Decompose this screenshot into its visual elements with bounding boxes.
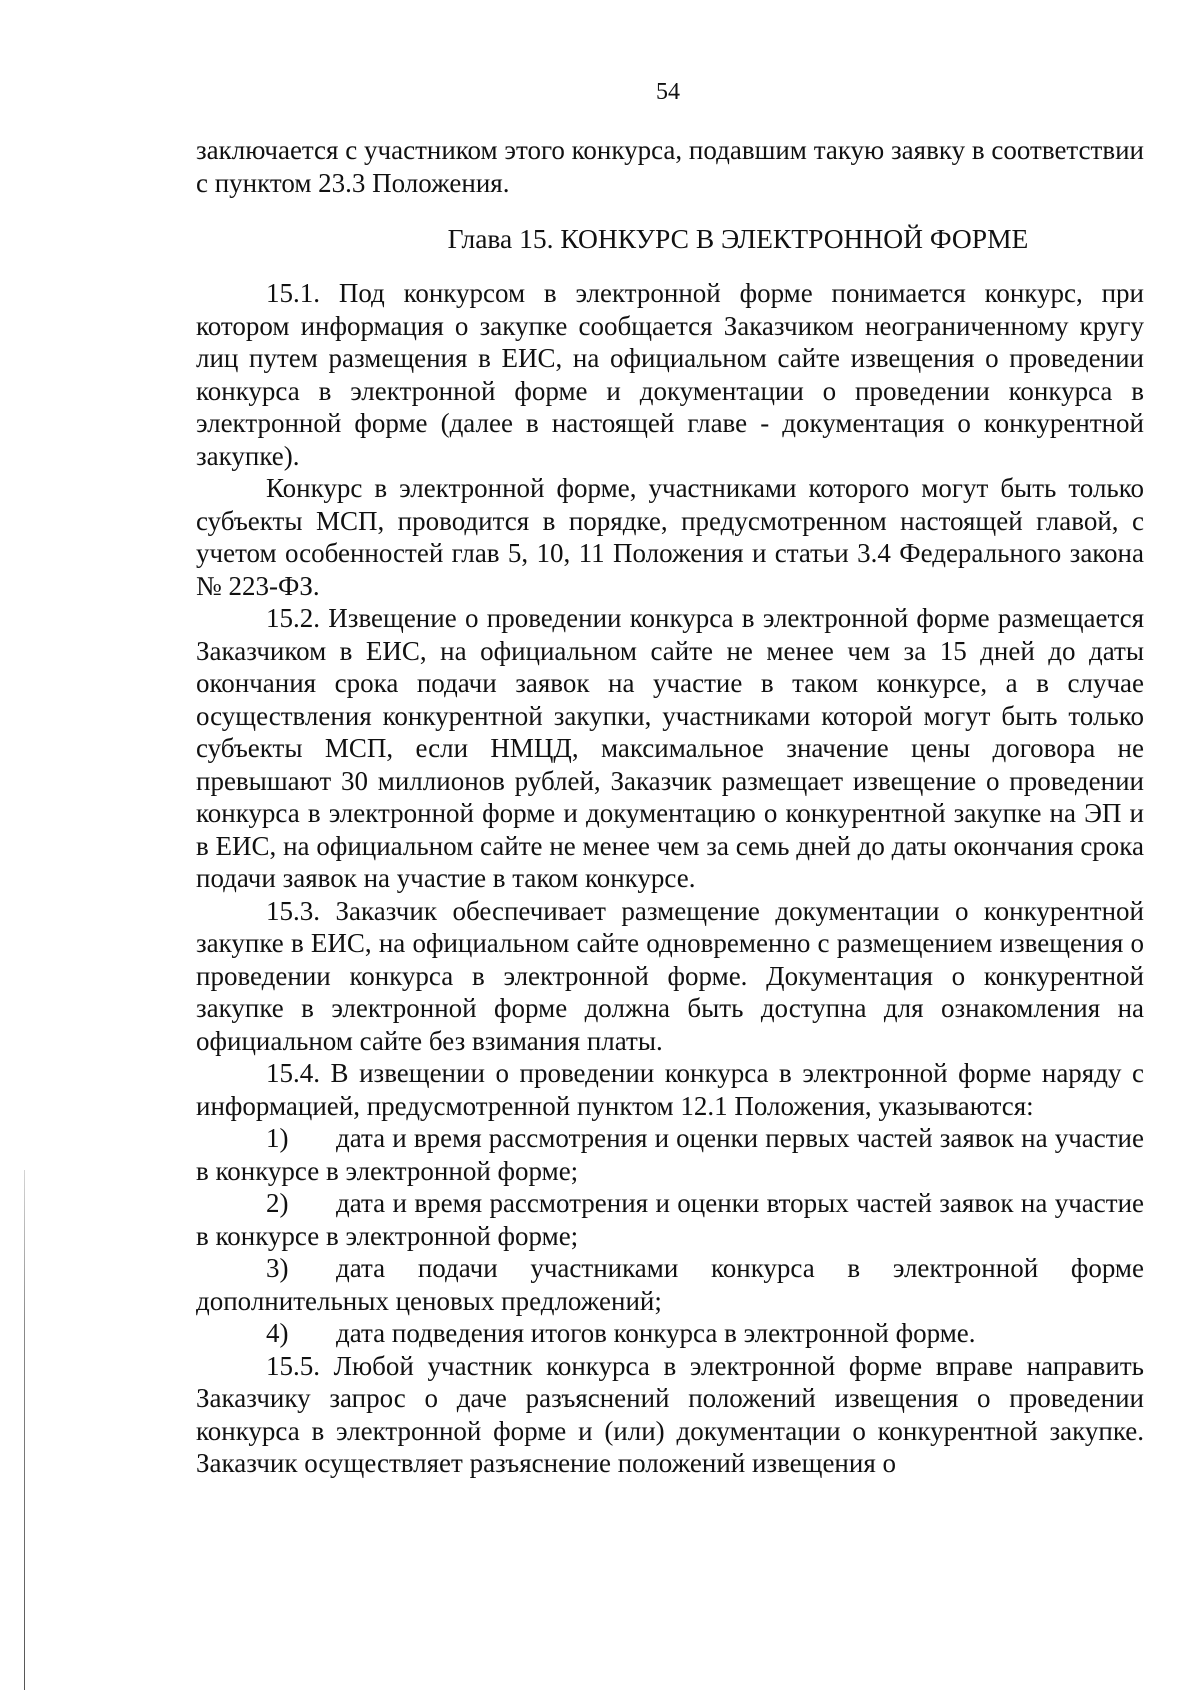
list-item-number: 1): [266, 1123, 289, 1153]
document-body: [196, 134, 1144, 1480]
paragraph-15-2: 15.2. Извещение о проведении конкурса в электронной форме размещается Заказчиком в ЕИС, на официальном сайте не менее чем за 15 дней до даты окончания срока подачи заявок на участие в таком конкурсе, а в случае осуществления конкурентной закупки, участниками которой могут быть только субъекты МСП, если НМЦД, максимальное значение цены договора не превышают 30 миллионов рублей, Заказчик размещает извещение о проведении конкурса в электронной форме и документацию о конкурентной закупке на ЭП и в ЕИС, на официальном сайте не менее чем за семь дней до даты окончания срока подачи заявок на участие в таком конкурсе.: [196, 603, 1144, 893]
list-item: [196, 1317, 1144, 1350]
list-item-number: 4): [266, 1318, 289, 1348]
list-item-text: дата подведения итогов конкурса в электронной форме.: [336, 1318, 976, 1348]
list-item-text: дата и время рассмотрения и оценки первых частей заявок на участие в конкурсе в электронной форме;: [196, 1123, 1144, 1186]
paragraph-15-4: 15.4. В извещении о проведении конкурса в электронной форме наряду с информацией, предусмотренной пунктом 12.1 Положения, указываются:: [196, 1058, 1144, 1121]
list-item: [196, 1187, 1144, 1252]
paragraph-15-1: 15.1. Под конкурсом в электронной форме понимается конкурс, при котором информация о закупке сообщается Заказчиком неограниченному кругу лиц путем размещения в ЕИС, на официальном сайте извещения о проведении конкурса в электронной форме и документации о проведении конкурса в электронной форме (далее в настоящей главе - документация о конкурентной закупке).: [196, 278, 1144, 471]
list-item-text: дата и время рассмотрения и оценки вторых частей заявок на участие в конкурсе в электронной форме;: [196, 1188, 1144, 1251]
page-number: 54: [656, 79, 680, 105]
list-item-number: 2): [266, 1188, 289, 1218]
paragraph-15-5: 15.5. Любой участник конкурса в электронной форме вправе направить Заказчику запрос о даче разъяснений положений извещения о проведении конкурса в электронной форме и (или) документации о конкурентной закупке. Заказчик осуществляет разъяснение положений извещения о: [196, 1350, 1144, 1478]
intro-paragraph: заключается с участником этого конкурса, подавшим такую заявку в соответствии с пунктом 23.3 Положения.: [196, 135, 1144, 198]
list-item-text: дата подачи участниками конкурса в электронной форме дополнительных ценовых предложений;: [196, 1253, 1144, 1316]
list-item-number: 3): [266, 1253, 289, 1283]
paragraph-15-3: 15.3. Заказчик обеспечивает размещение документации о конкурентной закупке в ЕИС, на официальном сайте одновременно с размещением извещения о проведении конкурса в электронной форме. Документация о конкурентной закупке в электронной форме должна быть доступна для ознакомления на официальном сайте без взимания платы.: [196, 895, 1144, 1056]
paragraph-smp: Конкурс в электронной форме, участниками которого могут быть только субъекты МСП, проводится в порядке, предусмотренном настоящей главой, с учетом особенностей глав 5, 10, 11 Положения и статьи 3.4 Федерального закона № 223-ФЗ.: [196, 473, 1144, 601]
list-item: [196, 1122, 1144, 1187]
scan-margin-line: [24, 1170, 25, 1690]
list-item: [196, 1252, 1144, 1317]
chapter-heading: Глава 15. КОНКУРС В ЭЛЕКТРОННОЙ ФОРМЕ: [447, 223, 1029, 254]
